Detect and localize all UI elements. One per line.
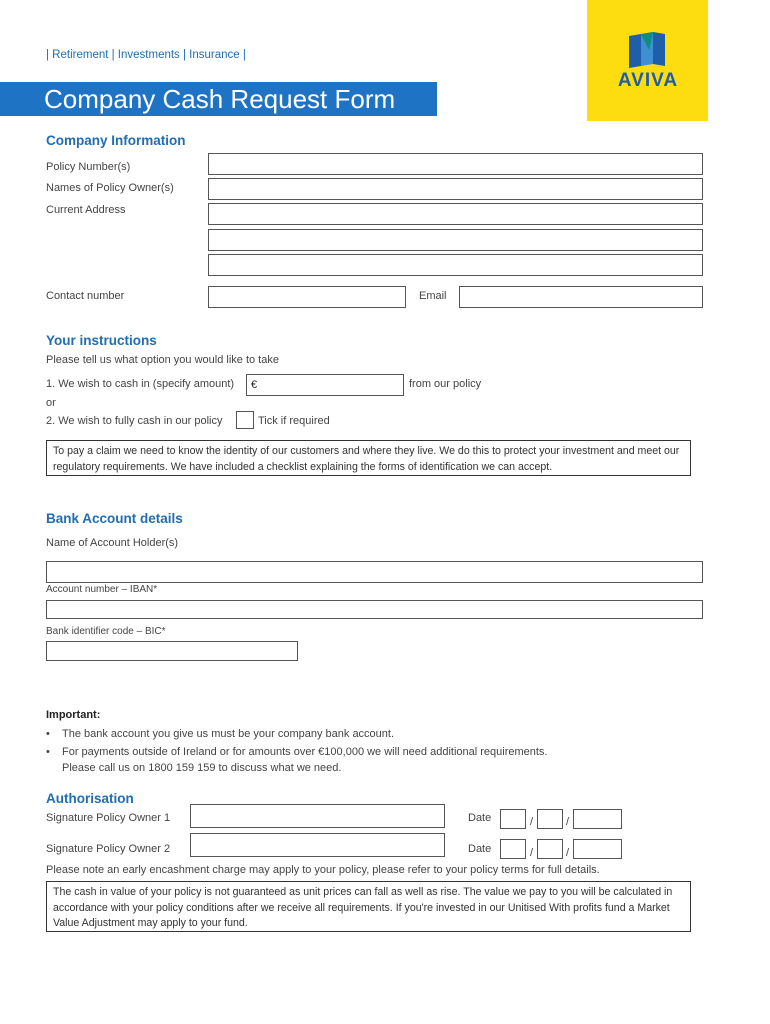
bic-field[interactable] — [46, 641, 298, 661]
bullet-dot: • — [46, 728, 50, 740]
option2-label: 2. We wish to fully cash in our policy — [46, 415, 223, 427]
date2-slash-1: / — [530, 847, 534, 859]
bullet-2 — [46, 744, 548, 774]
contact-field[interactable] — [208, 286, 406, 308]
authorisation-heading: Authorisation — [46, 791, 134, 806]
aviva-flag-icon — [627, 32, 669, 68]
aviva-logo — [587, 0, 708, 121]
option1-suffix: from our policy — [409, 378, 482, 390]
bullet-1-text: The bank account you give us must be your company bank account. — [62, 728, 395, 740]
owners-label: Names of Policy Owner(s) — [46, 182, 174, 194]
email-field[interactable] — [459, 286, 703, 308]
address-field-3[interactable] — [208, 254, 703, 276]
holder-field[interactable] — [46, 561, 703, 583]
company-heading: Company Information — [46, 133, 186, 148]
date2-day[interactable] — [500, 839, 526, 859]
top-nav: | Retirement | Investments | Insurance | — [46, 49, 246, 61]
cash-value-note: The cash in value of your policy is not guaranteed as unit prices can fall as well as rise. The value we pay to you will be calculated in accordance with your policy conditions after we receive all requirements. If you're invested in our Unitised With profits fund a Market Value Adjustment may apply to your fund. — [46, 881, 691, 932]
policy-number-field[interactable] — [208, 153, 703, 175]
bullet-1 — [46, 726, 395, 742]
date2-month[interactable] — [537, 839, 563, 859]
instructions-intro: Please tell us what option you would like to take — [46, 354, 279, 366]
identity-note: To pay a claim we need to know the identity of our customers and where they live. We do this to protect your investment and meet our regulatory requirements. We have included a checklist explaining the forms of identification we can accept. — [46, 440, 691, 476]
address-field-2[interactable] — [208, 229, 703, 251]
page-title: Company Cash Request Form — [44, 84, 396, 114]
bullet-2-text-2: Please call us on 1800 159 159 to discuss what we need. — [62, 762, 342, 774]
date1-slash-1: / — [530, 816, 534, 828]
owners-field[interactable] — [208, 178, 703, 200]
tick-label: Tick if required — [258, 415, 330, 427]
option1-label: 1. We wish to cash in (specify amount) — [46, 378, 235, 390]
date1-slash-2: / — [566, 816, 570, 828]
date1-label: Date — [468, 812, 492, 824]
amount-field[interactable] — [246, 374, 404, 396]
important-heading: Important: — [46, 709, 101, 721]
signature1-label: Signature Policy Owner 1 — [46, 812, 171, 824]
bullet-2-text: For payments outside of Ireland or for amounts over €100,000 we will need additional requirements. — [62, 746, 548, 758]
or-label: or — [46, 397, 56, 409]
instructions-heading: Your instructions — [46, 333, 157, 348]
date1-day[interactable] — [500, 809, 526, 829]
bank-heading: Bank Account details — [46, 511, 183, 526]
full-cash-checkbox[interactable] — [236, 411, 254, 429]
holder-label: Name of Account Holder(s) — [46, 537, 179, 549]
iban-label: Account number – IBAN* — [46, 584, 158, 595]
logo-text: AVIVA — [617, 70, 679, 91]
date2-slash-2: / — [566, 847, 570, 859]
email-label: Email — [419, 290, 447, 302]
date1-month[interactable] — [537, 809, 563, 829]
contact-label: Contact number — [46, 290, 125, 302]
date2-year[interactable] — [573, 839, 622, 859]
signature2-label: Signature Policy Owner 2 — [46, 843, 171, 855]
policy-number-label: Policy Number(s) — [46, 161, 131, 173]
signature2-field[interactable] — [190, 833, 445, 857]
address-label: Current Address — [46, 204, 126, 216]
address-field-1[interactable] — [208, 203, 703, 225]
date1-year[interactable] — [573, 809, 622, 829]
bullet-dot: • — [46, 746, 50, 758]
signature1-field[interactable] — [190, 804, 445, 828]
bic-label: Bank identifier code – BIC* — [46, 626, 166, 637]
iban-field[interactable] — [46, 600, 703, 619]
date2-label: Date — [468, 843, 492, 855]
currency-symbol: € — [251, 379, 258, 391]
encashment-charge-note: Please note an early encashment charge may apply to your policy, please refer to your policy terms for full details. — [46, 864, 600, 876]
